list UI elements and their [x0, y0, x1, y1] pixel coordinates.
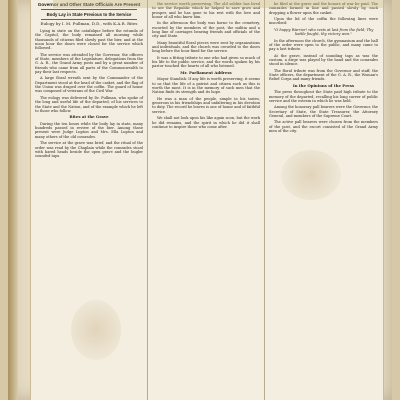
clipping-top-edge [53, 0, 384, 8]
byline: Eulogy by I. M. Pullman, D.D., with K.A.R. Rites [40, 21, 138, 27]
paragraph: Many beautiful floral pieces were sent by organizations and individuals, and the church was crowded to the doors long before the hour fixed for the service. [152, 40, 260, 54]
divider [41, 9, 137, 10]
age-stain [281, 150, 341, 200]
section-heading: In the Opinions of the Press [292, 82, 355, 88]
divider [41, 19, 137, 20]
paragraph: the service worth preserving. The old soldier has lived to see the Republic which he helped to save grow and prosper, and he has gone to his rest with the love and honor of all who knew him. [152, 2, 260, 20]
paragraph: Among the honorary pall bearers were the Governor, the Secretary of State, the State Treasurer, the Attorney General, and members of the Supreme Court. [269, 105, 378, 118]
paragraph: In the afternoon the church, the gymnasium and the hall of the order were open to the public, and many came to pay a last tribute. [269, 38, 378, 52]
section-heading: Mr. Parliament Address [180, 69, 232, 75]
paragraph: be filed at the grave and the honors of war be paid. The comrades formed in line and passed slowly by, each dropping a flower upon the casket. [269, 2, 378, 15]
paragraph: At the grave, instead of sounding taps as was the custom, a dirge was played by the band and the comrades stood in silence. [269, 53, 378, 67]
paragraph: The service at the grave was brief, and the ritual of the order was read by the Chaplain while the comrades stood with bared heads beside the open grave and the bugler sounded taps. [35, 141, 143, 159]
paragraph: The press throughout the State paid high tribute to the memory of the departed, recalling his long career of public service and the esteem in which he was held. [269, 90, 378, 103]
paragraph: In the afternoon the body was borne to the cemetery, escorted by the members of the post, the militia and a long line of carriages bearing friends and officials of the city and State. [152, 21, 260, 39]
section-heading: Rites at the Grave [69, 114, 109, 120]
paragraph: He was a man of the people, simple in his tastes, generous in his friendships and unfaltering in his devotion to duty. The record he leaves is one of honor and of faithful service. [152, 96, 261, 114]
paragraph: The eulogy was delivered by Dr. Pullman, who spoke of the long and useful life of the departed, of his services to the State and the Nation, and of the example which he left to those who follow. [35, 95, 143, 113]
paragraph: Upon the lid of the coffin the following lines were inscribed: [269, 17, 378, 26]
paragraph: Lying in state on the catafalque before the rotunda of the Capitol, the body remained all morning while thousands of citizens filed slowly past the bier, and at the noon hour the doors were closed for the service which followed. [35, 29, 143, 51]
sub-headline: Body Lay in State Previous to the Service [46, 12, 132, 18]
paragraph: The active pall bearers were chosen from the members of the post, and the escort consisted of the Grand Army men of the city. [269, 120, 378, 133]
paragraph: It was a fitting tribute to one who had given so much of his life to the public service, and the words spoken by his pastor touched the hearts of all who listened. [152, 55, 260, 69]
headline: Governor and Other State Officials Are Present [37, 2, 141, 7]
paragraph: The floral tribute was from the Governor and staff, the State officers, the department of the G. A. R., the Woman's Relief Corps and many friends. [269, 68, 378, 82]
column-3 [265, 0, 382, 400]
newspaper-clipping [30, 0, 384, 400]
paragraph: During the ten hours while the body lay in state, many hundreds passed in review of the bier. Among those present were Judge Lupton and Mrs. Ella Lupton and many others of the old comrades. [35, 121, 143, 139]
paragraph: Mayor Standish: If any life is worth preserving, it seems to us that the life of a patriot and citizen such as this is worth the most. It is in the memory of such men that the Nation finds its strength and its hope. [152, 77, 260, 95]
paragraph: A large floral wreath sent by the Commander of the Department stood at the head of the casket, and the flag of the Union was draped over the coffin. The guard of honor was composed of veterans of the Civil War. [35, 76, 143, 94]
column-2 [148, 0, 265, 400]
newspaper-page [8, 0, 392, 400]
page-edge [8, 0, 18, 400]
age-stain [71, 300, 121, 360]
poem-quote: "O happy Warrior! who rests at last from the field; Thy battle fought, thy victory won." [273, 27, 374, 37]
paragraph: The service was attended by the Governor, the officers of State, members of the Legislature, delegations from the G. A. R., the Grand Army posts and by a great number of friends who came from all parts of the Commonwealth to pay their last respects. [35, 52, 143, 75]
paragraph: We shall not look upon his like again soon, but the work he did remains, and the spirit in which he did it shall continue to inspire those who come after. [152, 116, 260, 129]
